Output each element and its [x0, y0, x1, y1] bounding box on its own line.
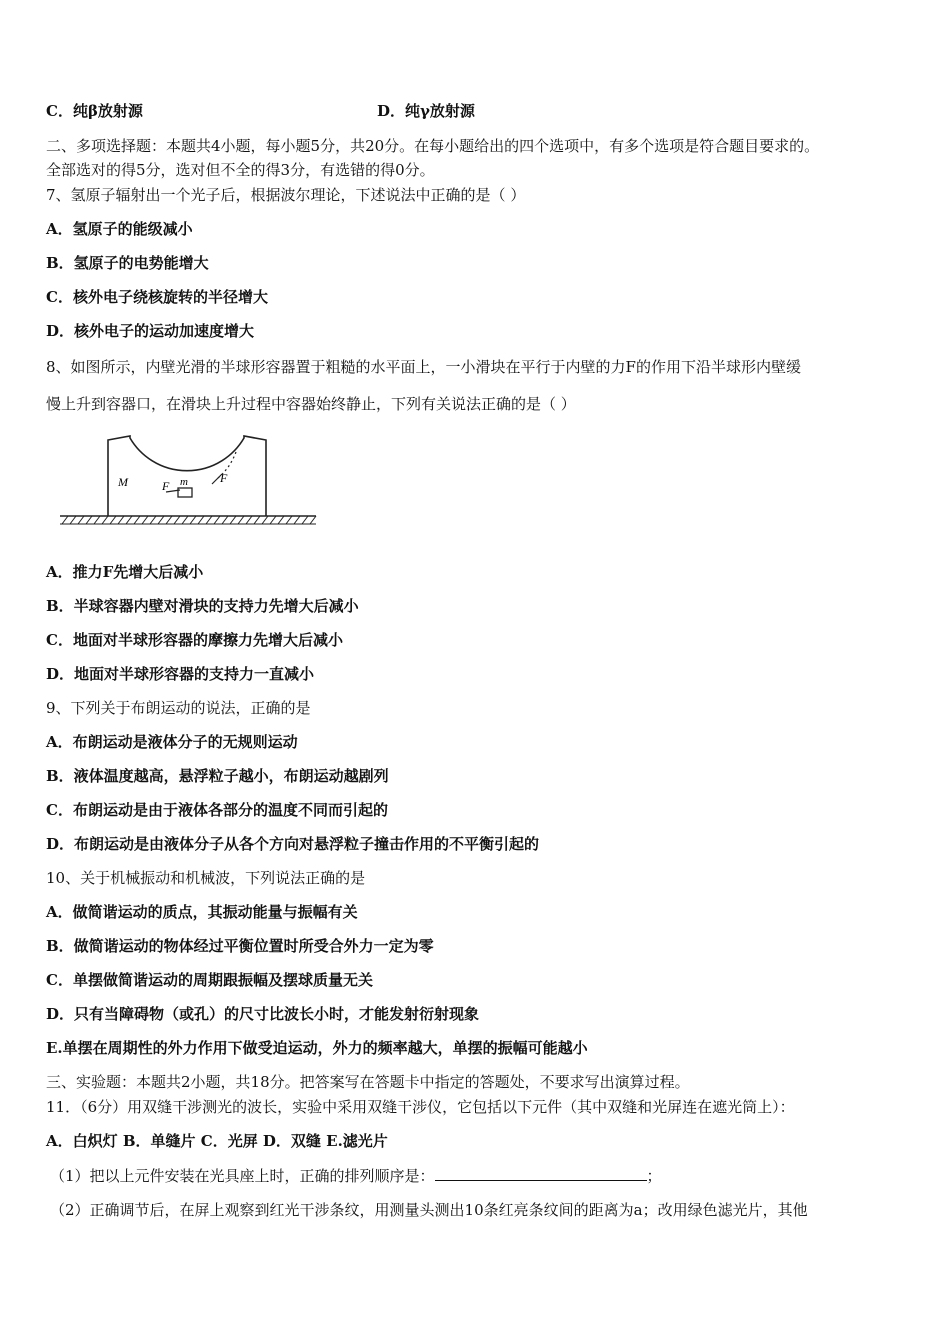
slider-block	[178, 488, 192, 497]
q8-hemisphere-figure	[58, 430, 320, 530]
q11-components: A．白炽灯 B．单缝片 C．光屏 D．双缝 E.滤光片	[46, 1132, 388, 1150]
q10-option-a: A．做简谐运动的质点，其振动能量与振幅有关	[46, 903, 358, 921]
section3-heading: 三、实验题：本题共2小题，共18分。把答案写在答题卡中指定的答题处，不要求写出演算过程。	[46, 1073, 690, 1091]
q8-stem-line1: 8、如图所示，内壁光滑的半球形容器置于粗糙的水平面上，一小滑块在平行于内壁的力F的作用下沿半球形内壁缓	[46, 358, 801, 376]
section2-heading: 二、多项选择题：本题共4小题，每小题5分，共20分。在每小题给出的四个选项中，有多个选项是符合题目要求的。	[46, 137, 820, 155]
q9-option-b: B．液体温度越高，悬浮粒子越小，布朗运动越剧列	[46, 767, 389, 785]
q7-option-d: D．核外电子的运动加速度增大	[46, 322, 255, 340]
q8-option-a: A．推力F先增大后减小	[46, 563, 204, 581]
q8-stem-line2: 慢上升到容器口，在滑块上升过程中容器始终静止，下列有关说法正确的是（ ）	[46, 395, 576, 413]
q7-option-c: C．核外电子绕核旋转的半径增大	[46, 288, 268, 306]
q10-option-c: C．单摆做简谐运动的周期跟振幅及摆球质量无关	[46, 971, 373, 989]
q7-option-a: A．氢原子的能级减小	[46, 220, 193, 238]
q7-option-b: B．氢原子的电势能增大	[46, 254, 209, 272]
answer-blank[interactable]	[435, 1166, 647, 1181]
q10-stem: 10、关于机械振动和机械波，下列说法正确的是	[46, 869, 366, 887]
ground-surface	[60, 516, 316, 524]
label-M: M	[118, 475, 128, 489]
q9-option-a: A．布朗运动是液体分子的无规则运动	[46, 733, 298, 751]
q6-option-d: D．纯γ放射源	[377, 102, 475, 120]
q10-option-e: E.单摆在周期性的外力作用下做受迫运动，外力的频率越大，单摆的振幅可能越小	[46, 1039, 588, 1057]
q9-option-d: D．布朗运动是由液体分子从各个方向对悬浮粒子撞击作用的不平衡引起的	[46, 835, 540, 853]
q9-option-c: C．布朗运动是由于液体各部分的温度不同而引起的	[46, 801, 388, 819]
label-F1: F	[162, 479, 170, 493]
q9-stem: 9、下列关于布朗运动的说法，正确的是	[46, 699, 311, 717]
q11-stem: 11．（6分）用双缝干涉测光的波长，实验中采用双缝干涉仪，它包括以下元件（其中双缝和光屏连在遮光筒上）：	[46, 1098, 795, 1116]
q8-option-c: C．地面对半球形容器的摩擦力先增大后减小	[46, 631, 343, 649]
q10-option-d: D．只有当障碍物（或孔）的尺寸比波长小时，才能发射衍射现象	[46, 1005, 480, 1023]
q7-stem: 7、氢原子辐射出一个光子后，根据波尔理论，下述说法中正确的是（ ）	[46, 186, 526, 204]
q10-option-b: B．做简谐运动的物体经过平衡位置时所受合外力一定为零	[46, 937, 434, 955]
q11-part1-prefix: （1）把以上元件安装在光具座上时，正确的排列顺序是：	[50, 1167, 435, 1185]
label-m: m	[180, 476, 188, 488]
q11-part1-suffix: ；	[646, 1167, 662, 1185]
q8-option-d: D．地面对半球形容器的支持力一直减小	[46, 665, 315, 683]
label-F2: F	[220, 471, 228, 485]
q11-part1	[50, 1166, 662, 1186]
q8-option-b: B．半球容器内壁对滑块的支持力先增大后减小	[46, 597, 359, 615]
q11-part2: （2）正确调节后，在屏上观察到红光干涉条纹，用测量头测出10条红亮条纹间的距离为a；改用绿色滤光片，其他	[50, 1201, 808, 1219]
q6-option-c: C．纯β放射源	[46, 102, 143, 120]
section2-heading-cont: 全部选对的得5分，选对但不全的得3分，有选错的得0分。	[46, 161, 435, 179]
